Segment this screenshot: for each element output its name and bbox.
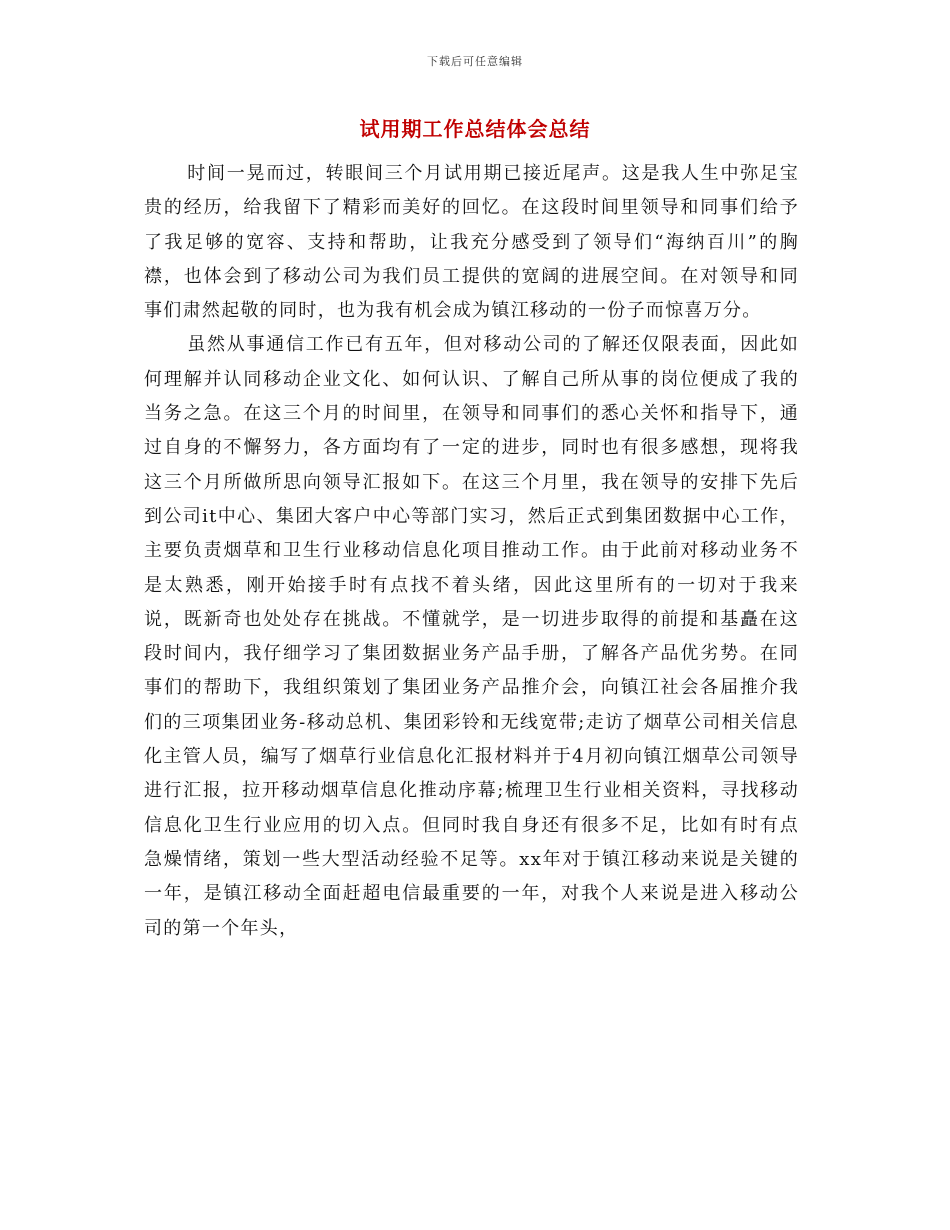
document-title: 试用期工作总结体会总结	[359, 117, 591, 141]
paragraph-1: 时间一晃而过，转眼间三个月试用期已接近尾声。这是我人生中弥足宝贵的经历，给我留下了精彩而美好的回忆。在这段时间里领导和同事们给予了我足够的宽容、支持和帮助，让我充分感受到了领导们“海纳百川”的胸襟，也体会到了移动公司为我们员工提供的宽阔的进展空间。在对领导和同事们肃然起敬的同时，也为我有机会成为镇江移动的一份子而惊喜万分。	[144, 163, 799, 322]
header-note: 下载后可任意编辑	[427, 55, 523, 68]
paragraph-2: 虽然从事通信工作已有五年，但对移动公司的了解还仅限表面，因此如何理解并认同移动企业文化、如何认识、了解自己所从事的岗位便成了我的当务之急。在这三个月的时间里，在领导和同事们的悉心关怀和指导下，通过自身的不懈努力，各方面均有了一定的进步，同时也有很多感想，现将我这三个月所做所思向领导汇报如下。在这三个月里，我在领导的安排下先后到公司it中心、集团大客户中心等部门实习，然后正式到集团数据中心工作，主要负责烟草和卫生行业移动信息化项目推动工作。由于此前对移动业务不是太熟悉，刚开始接手时有点找不着头绪，因此这里所有的一切对于我来说，既新奇也处处存在挑战。不懂就学，是一切进步取得的前提和基矗在这段时间内，我仔细学习了集团数据业务产品手册，了解各产品优劣势。在同事们的帮助下，我组织策划了集团业务产品推介会，向镇江社会各届推介我们的三项集团业务-移动总机、集团彩铃和无线宽带;走访了烟草公司相关信息化主管人员，编写了烟草行业信息化汇报材料并于4月初向镇江烟草公司领导进行汇报，拉开移动烟草信息化推动序幕;梳理卫生行业相关资料，寻找移动信息化卫生行业应用的切入点。但同时我自身还有很多不足，比如有时有点急燥情绪，策划一些大型活动经验不足等。xx年对于镇江移动来说是关键的一年，是镇江移动全面赶超电信最重要的一年，对我个人来说是进入移动公司的第一个年头，	[144, 334, 799, 939]
document-body	[144, 157, 799, 946]
